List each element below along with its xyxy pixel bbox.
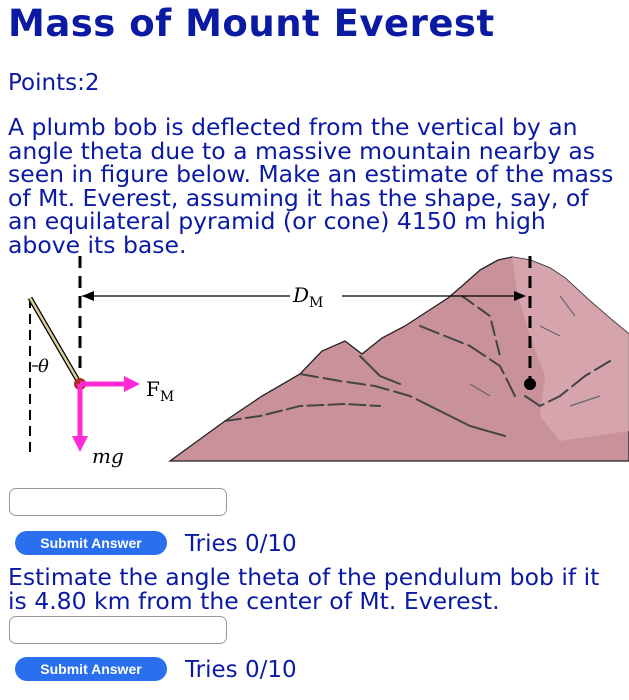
tries-counter-2: Tries 0/10: [185, 657, 297, 683]
mountain-figure: [0, 256, 629, 471]
question-text-1: A plumb bob is deflected from the vertical by an angle theta due to a massive mountain nearby as seen in figure below. Make an estimate of the mass of Mt. Everest, assuming it has the shape, say, of an equilateral pyramid (or cone) 4150 m high above its base.: [8, 113, 614, 259]
page-title: Mass of Mount Everest: [8, 2, 495, 45]
submit-answer-button-1[interactable]: Submit Answer: [15, 531, 167, 555]
dm-label: $D_M$: [293, 283, 324, 311]
question-text-2: Estimate the angle theta of the pendulum bob if it is 4.80 km from the center of Mt. Everest.: [8, 563, 600, 615]
mountain-center-dot: [524, 378, 536, 390]
submit-answer-button-2[interactable]: Submit Answer: [15, 657, 167, 681]
fm-label: $F_M$: [146, 377, 175, 405]
mg-label: mg: [92, 444, 124, 468]
answer-input-1[interactable]: [9, 488, 227, 516]
answer-input-2[interactable]: [9, 616, 227, 644]
theta-label: θ: [38, 356, 49, 377]
points-label: Points:2: [8, 70, 100, 96]
tries-counter-1: Tries 0/10: [185, 531, 297, 557]
